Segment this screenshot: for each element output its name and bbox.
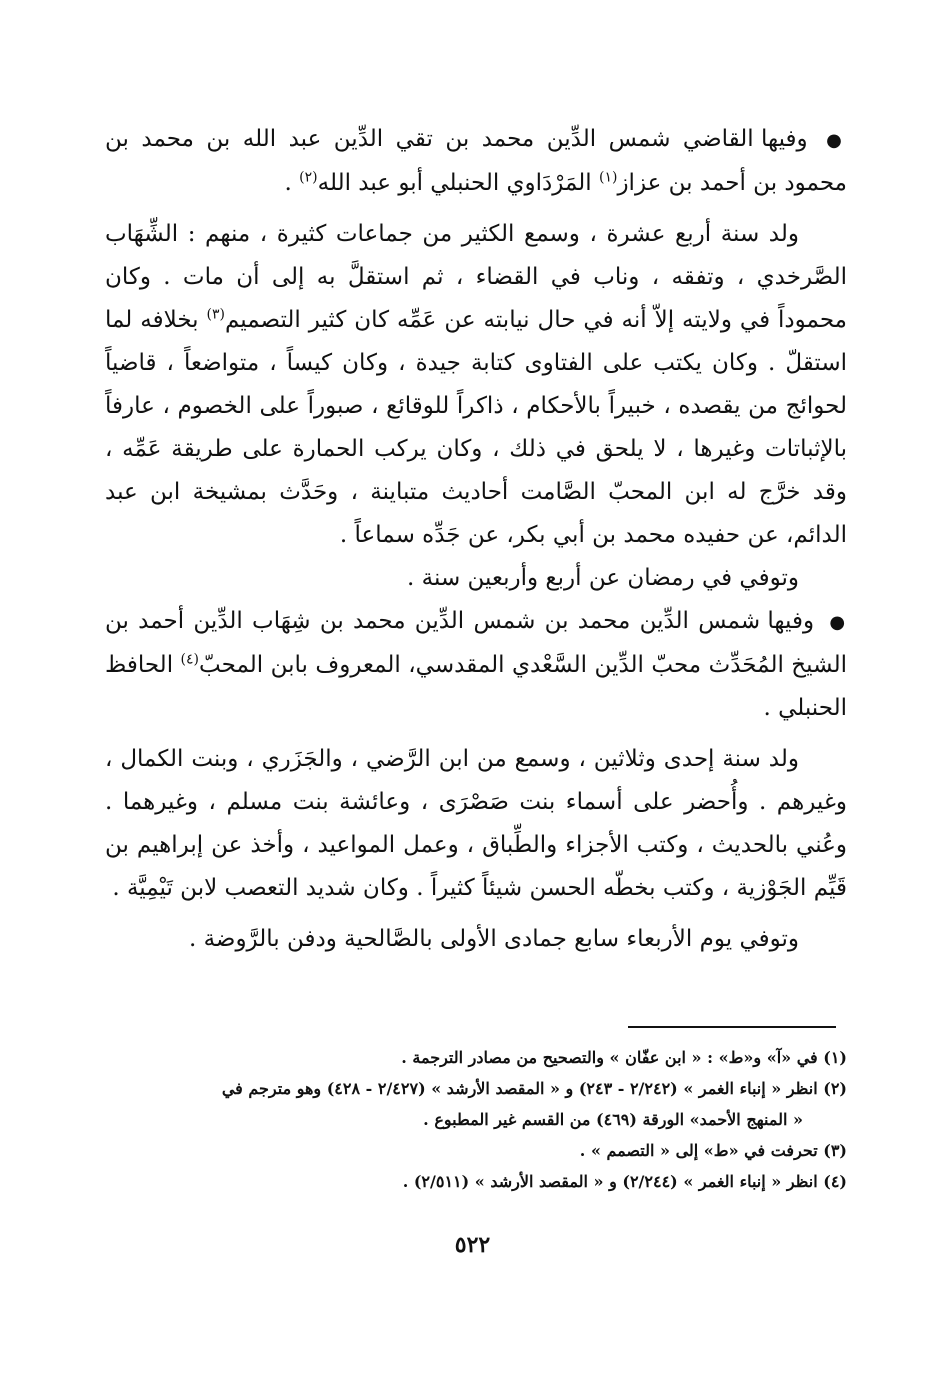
footnote-ref-4: (٤): [180, 651, 200, 668]
paragraph-1-text-c: .: [284, 170, 300, 196]
paragraph-2-text-b: بخلافه لما استقلّ . وكان يكتب على الفتاوى كتابة جيدة ، وكان كيساً ، متواضعاً ، قاضياً لحوائج من يقصده ، خبيراً بالأحكام ، ذاكراً للوقائع ، صبوراً على الخصوم ، عارفاً بالإثباتات وغيرها ، لا يلحق في ذلك ، وكان يركب الحمارة على طريقة عَمِّه ، وقد خرَّج له ابن المحبّ الصَّامت أحاديث متباينة ، وحَدَّث بمشيخة ابن عبد الدائم، عن حفيده محمد بن أبي بكر، عن جَدِّه سماعاً .: [105, 307, 847, 548]
bullet-icon: ●: [829, 612, 847, 633]
paragraph-4-text-a: وفيها شمس الدِّين محمد بن شمس الدِّين محمد بن شِهَاب الدِّين أحمد بن الشيخ المُحَدِّث محبّ الدِّين السَّعْدي المقدسي، المعروف بابن المحبّ: [105, 608, 848, 678]
bullet-icon: ●: [826, 130, 847, 151]
paragraph-2: [105, 213, 847, 557]
page-number: ٥٢٢: [454, 1232, 491, 1258]
paragraph-6: وتوفي يوم الأربعاء سابع جمادى الأولى بالصَّالحية ودفن بالرَّوضة .: [188, 926, 799, 952]
paragraph-4-text-b: الحافظ الحنبلي .: [105, 652, 847, 721]
footnote-3: (٣) تحرفت في «ط» إلى « التصمم » .: [579, 1141, 847, 1160]
footnote-4: (٤) انظر « إنباء الغمر » (٢/٢٤٤) و « المقصد الأرشد » (٢/٥١١) .: [402, 1172, 847, 1191]
paragraph-1: [105, 118, 847, 205]
main-text: [105, 118, 847, 961]
footnote-2: (٢) انظر « إنباء الغمر » (٢/٢٤٢ - ٢٤٣) و « المقصد الأرشد » (٢/٤٢٧ - ٤٢٨) وهو مترجم في: [221, 1079, 847, 1098]
paragraph-5: ولد سنة إحدى وثلاثين ، وسمع من ابن الرَّضي ، والجَزَري ، وبنت الكمال ، وغيرهم . وأُحضر على أسماء بنت صَصْرَى ، وعائشة بنت مسلم ، وغيرهما . وعُني بالحديث ، وكتب الأجزاء والطِّباق ، وعمل المواعيد ، وأخذ عن إبراهيم بن قَيِّم الجَوْزية ، وكتب بخطّه الحسن شيئاً كثيراً . وكان شديد التعصب لابن تَيْمِيَّة .: [105, 746, 847, 901]
paragraph-3: وتوفي في رمضان عن أربع وأربعين سنة .: [407, 565, 799, 591]
footnote-ref-1: (١): [598, 169, 618, 186]
footnotes: [105, 1042, 847, 1197]
paragraph-2-text-a: ولد سنة أربع عشرة ، وسمع الكثير من جماعات كثيرة ، منهم : الشِّهَاب الصَّرخدي ، وتفقه ، وناب في القضاء ، ثم استقلَّ به إلى أن مات . وكان محموداً في ولايته إلاّ أنه في حال نيابته عن عَمِّه كان كثير التصميم: [105, 221, 847, 333]
footnote-1: (١) في «آ» و«ط» : « ابن عفّان » والتصحيح من مصادر الترجمة .: [401, 1048, 847, 1067]
footnote-ref-2: (٢): [299, 169, 318, 186]
paragraph-1-text-a: وفيها القاضي شمس الدِّين محمد بن تقي الدِّين عبد الله بن محمد بن محمود بن أحمد بن عزاز: [105, 126, 847, 196]
footnote-2-continued: « المنهج الأحمد» الورقة (٤٦٩) من القسم غير المطبوع .: [423, 1110, 803, 1129]
paragraph-4: [105, 600, 847, 730]
paragraph-1-text-b: المَرْدَاوي الحنبلي أبو عبد الله: [317, 170, 599, 196]
footnote-separator: [628, 1026, 836, 1028]
footnote-ref-3: (٣): [206, 306, 225, 323]
